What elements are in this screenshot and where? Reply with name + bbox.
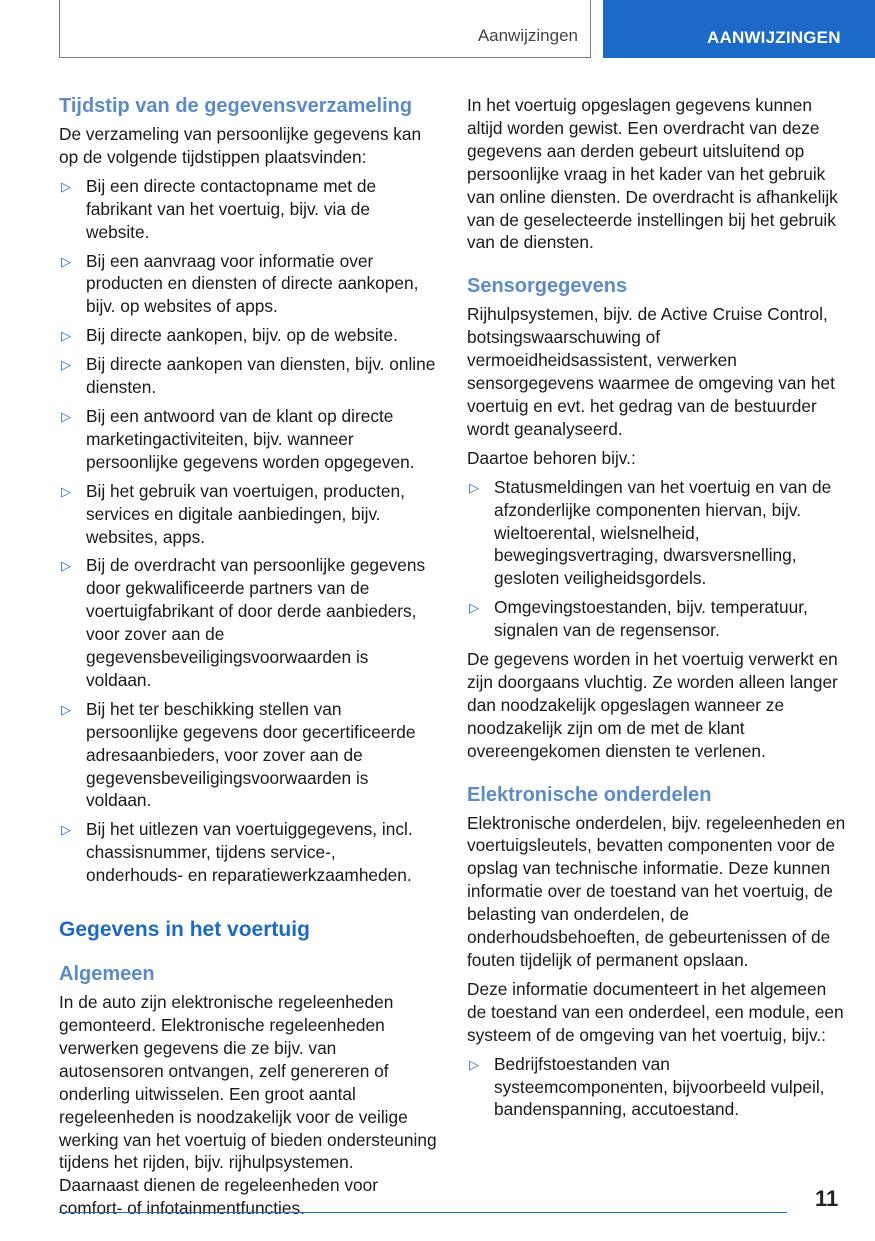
list-item: ▷ Bij directe aankopen, bijv. op de website. <box>61 325 398 346</box>
list-item: ▷ Bij het gebruik van voertuigen, producten, services en digitale aanbiedingen, bijv. websites, apps. <box>61 480 405 547</box>
header-tab: AANWIJZINGEN <box>603 0 875 58</box>
footer-divider <box>59 1212 787 1213</box>
sensor-bullet-list <box>467 476 847 642</box>
electronic-doc-text: Deze informatie documenteert in het algemeen de toestand van een onderdeel, een module, een systeem of de omgeving van het voertuig, bijv.: <box>467 978 844 1045</box>
list-item: ▷ Bij een aanvraag voor informatie over producten en diensten of directe aankopen, bijv. op websites of apps. <box>61 250 419 317</box>
triangle-bullet-icon: ▷ <box>61 408 71 424</box>
header-box <box>59 0 591 58</box>
electronic-text: Elektronische onderdelen, bijv. regeleenheden en voertuigsleutels, bevatten componenten voor de opslag van technische informatie. Deze kunnen informatie over de toestand van het voertuig, de belasting van onderdelen, de onderhoudsbehoeften, de gebeurtenissen of de fouten tijdelijk of permanent opslaan. <box>467 812 846 970</box>
heading-time: Tijdstip van de gegevensverzameling <box>59 95 413 117</box>
list-item: ▷ Statusmeldingen van het voertuig en van de afzonderlijke componenten hiervan, bijv. wieltoerental, wielsnelheid, bewegingsvertraging, dwarsversnelling, gesloten veiligheidsgordels. <box>469 476 832 589</box>
sensor-include-text: Daartoe behoren bijv.: <box>467 447 636 468</box>
triangle-bullet-icon: ▷ <box>469 600 479 616</box>
intro-text: De verzameling van persoonlijke gegevens kan op de volgende tijdstippen plaatsvinden: <box>59 124 422 167</box>
heading-general: Algemeen <box>59 963 155 986</box>
list-item: ▷ Bij een antwoord van de klant op directe marketingactiviteiten, bijv. wanneer persoonlijke gegevens worden opgegeven. <box>61 405 415 472</box>
general-text: In de auto zijn elektronische regeleenheden gemonteerd. Elektronische regeleenheden verwerken gegevens die ze bijv. van autosensoren ontvangen, zelf genereren of onderling uitwisselen. Een groot aantal regeleenheden is noodzakelijk voor de veilige werking van het voertuig of bieden ondersteuning tijdens het rijden, bijv. rijhulpsystemen. Daarnaast dienen de regeleenheden voor comfort- of infotainmentfuncties. <box>59 992 437 1219</box>
stored-data-text: In het voertuig opgeslagen gegevens kunnen altijd worden gewist. Een overdracht van deze gegevens aan derden gebeurt uitsluitend op persoonlijke vraag in het kader van het gebruik van online diensten. De overdracht is afhankelijk van de geselecteerde instellingen bij het gebruik van de diensten. <box>467 95 838 253</box>
triangle-bullet-icon: ▷ <box>61 822 71 838</box>
triangle-bullet-icon: ▷ <box>469 479 479 495</box>
list-item: ▷ Bij het ter beschikking stellen van persoonlijke gegevens door gecertificeerde adresaanbieders, voor zover aan de gegevensbeveiligingsvoorwaarden is voldaan. <box>61 698 416 811</box>
sensor-text: Rijhulpsystemen, bijv. de Active Cruise Control, botsingswaarschuwing of vermoeidheidsassistent, verwerken sensorgegevens waarmee de omgeving van het voertuig en evt. het gedrag van de bestuurder wordt geanalyseerd. <box>467 304 835 439</box>
heading-electronic: Elektronische onderdelen <box>467 783 712 806</box>
triangle-bullet-icon: ▷ <box>61 357 71 373</box>
heading-sensor: Sensorgegevens <box>467 275 628 298</box>
triangle-bullet-icon: ▷ <box>61 558 71 574</box>
list-item: ▷ Omgevingstoestanden, bijv. temperatuur, signalen van de regensensor. <box>469 597 808 641</box>
triangle-bullet-icon: ▷ <box>61 328 71 344</box>
electronic-bullet-list <box>467 1053 847 1122</box>
list-item: ▷ Bij de overdracht van persoonlijke gegevens door gekwalificeerde partners van de voertuigfabrikant of door derde aanbieders, voor zover aan de gegevensbeveiligingsvoorwaarden is voldaan. <box>61 555 426 690</box>
list-item: ▷ Bij directe aankopen van diensten, bijv. online diensten. <box>61 354 436 398</box>
triangle-bullet-icon: ▷ <box>61 701 71 717</box>
list-item: ▷ Bij het uitlezen van voertuiggegevens, incl. chassisnummer, tijdens service-, onderhouds- en reparatiewerkzaamheden. <box>61 819 413 886</box>
time-bullet-list <box>59 175 437 887</box>
page-number: 11 <box>815 1186 839 1211</box>
triangle-bullet-icon: ▷ <box>469 1056 479 1072</box>
triangle-bullet-icon: ▷ <box>61 253 71 269</box>
sensor-processing-text: De gegevens worden in het voertuig verwerkt en zijn doorgaans vluchtig. Ze worden alleen langer dan noodzakelijk opgeslagen wanneer ze noodzakelijk zijn om de met de klant overeengekomen diensten te verlenen. <box>467 649 838 761</box>
header-section-label: Aanwijzingen <box>477 26 578 45</box>
list-item: ▷ Bedrijfstoestanden van systeemcomponenten, bijvoorbeeld vulpeil, bandenspanning, accutoestand. <box>469 1053 825 1120</box>
triangle-bullet-icon: ▷ <box>61 483 71 499</box>
left-column <box>59 94 437 1226</box>
triangle-bullet-icon: ▷ <box>61 178 71 194</box>
heading-vehicle-data: Gegevens in het voertuig <box>59 918 310 942</box>
right-column <box>467 94 847 1127</box>
list-item: ▷ Bij een directe contactopname met de fabrikant van het voertuig, bijv. via de website. <box>61 175 377 242</box>
